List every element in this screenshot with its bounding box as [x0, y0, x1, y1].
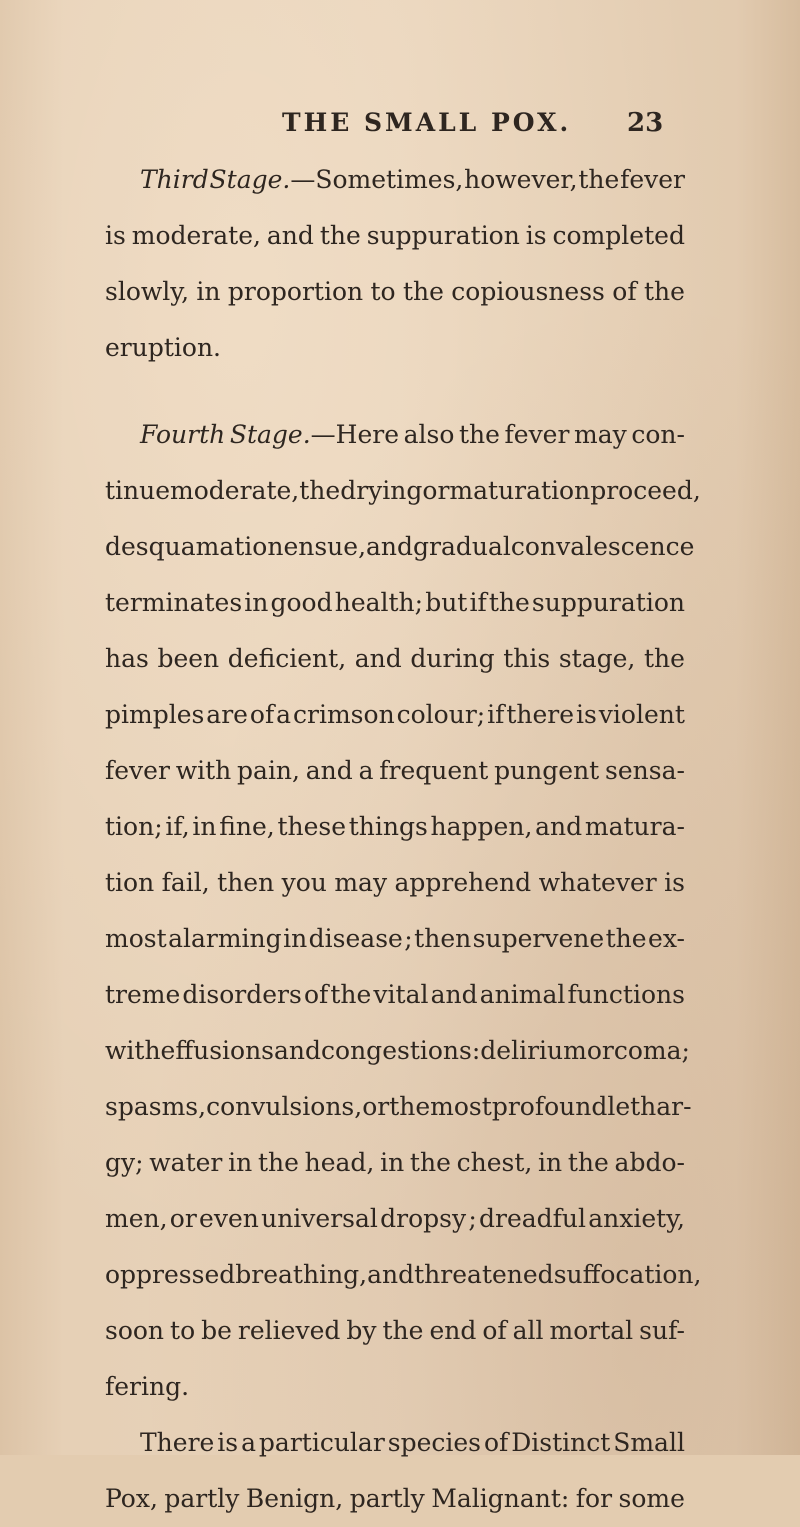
text-line: oppressed breathing, and threatened suffocation, [105, 1260, 702, 1289]
paragraph-spacer [105, 376, 685, 407]
text-line: spasms, convulsions, or the most profound lethar- [105, 1092, 692, 1121]
text-line: tion; if, in fine, these things happen, and matura- [105, 812, 685, 841]
text-line: pimples are of a crimson colour; if there is violent [105, 700, 685, 729]
running-head [0, 108, 800, 148]
text-line: Pox, partly Benign, partly Malignant: for some [105, 1484, 685, 1513]
paragraph-third-stage [105, 152, 685, 376]
text-line: fever with pain, and a frequent pungent sensa- [105, 756, 685, 785]
text-line: treme disorders of the vital and animal functions [105, 980, 685, 1009]
text-line: There is a particular species of Distinct Small [140, 1428, 685, 1457]
text-line: soon to be relieved by the end of all mortal suf- [105, 1316, 685, 1345]
text-line: eruption. [105, 333, 221, 362]
text-line: Third Stage.—Sometimes, however, the fever [140, 165, 685, 194]
text-line: tinue moderate, the drying or maturation proceed, [105, 476, 701, 505]
paragraph-distinct-small-pox [105, 1415, 685, 1527]
paragraph-fourth-stage [105, 407, 702, 1415]
text-line: most alarming in disease ; then supervene the ex- [105, 924, 685, 953]
text-line: Fourth Stage.—Here also the fever may con- [140, 420, 685, 449]
text-line: terminates in good health; but if the suppuration [105, 588, 685, 617]
text-line: fering. [105, 1372, 190, 1401]
running-title: THE SMALL POX. [282, 108, 572, 137]
text-line: tion fail, then you may apprehend whatever is [105, 868, 685, 897]
text-line: slowly, in proportion to the copiousness of the [105, 277, 685, 306]
text-line: desquamation ensue, and gradual convalescence [105, 532, 695, 561]
text-line: men, or even universal dropsy ; dreadful anxiety, [105, 1204, 685, 1233]
text-line: gy; water in the head, in the chest, in the abdo- [105, 1148, 685, 1177]
page-number: 23 [627, 108, 664, 138]
text-line: is moderate, and the suppuration is completed [105, 221, 685, 250]
body-text [105, 152, 702, 1527]
text-line: with effusions and congestions : delirium or coma; [105, 1036, 690, 1065]
text-line: has been deficient, and during this stage, the [105, 644, 685, 673]
